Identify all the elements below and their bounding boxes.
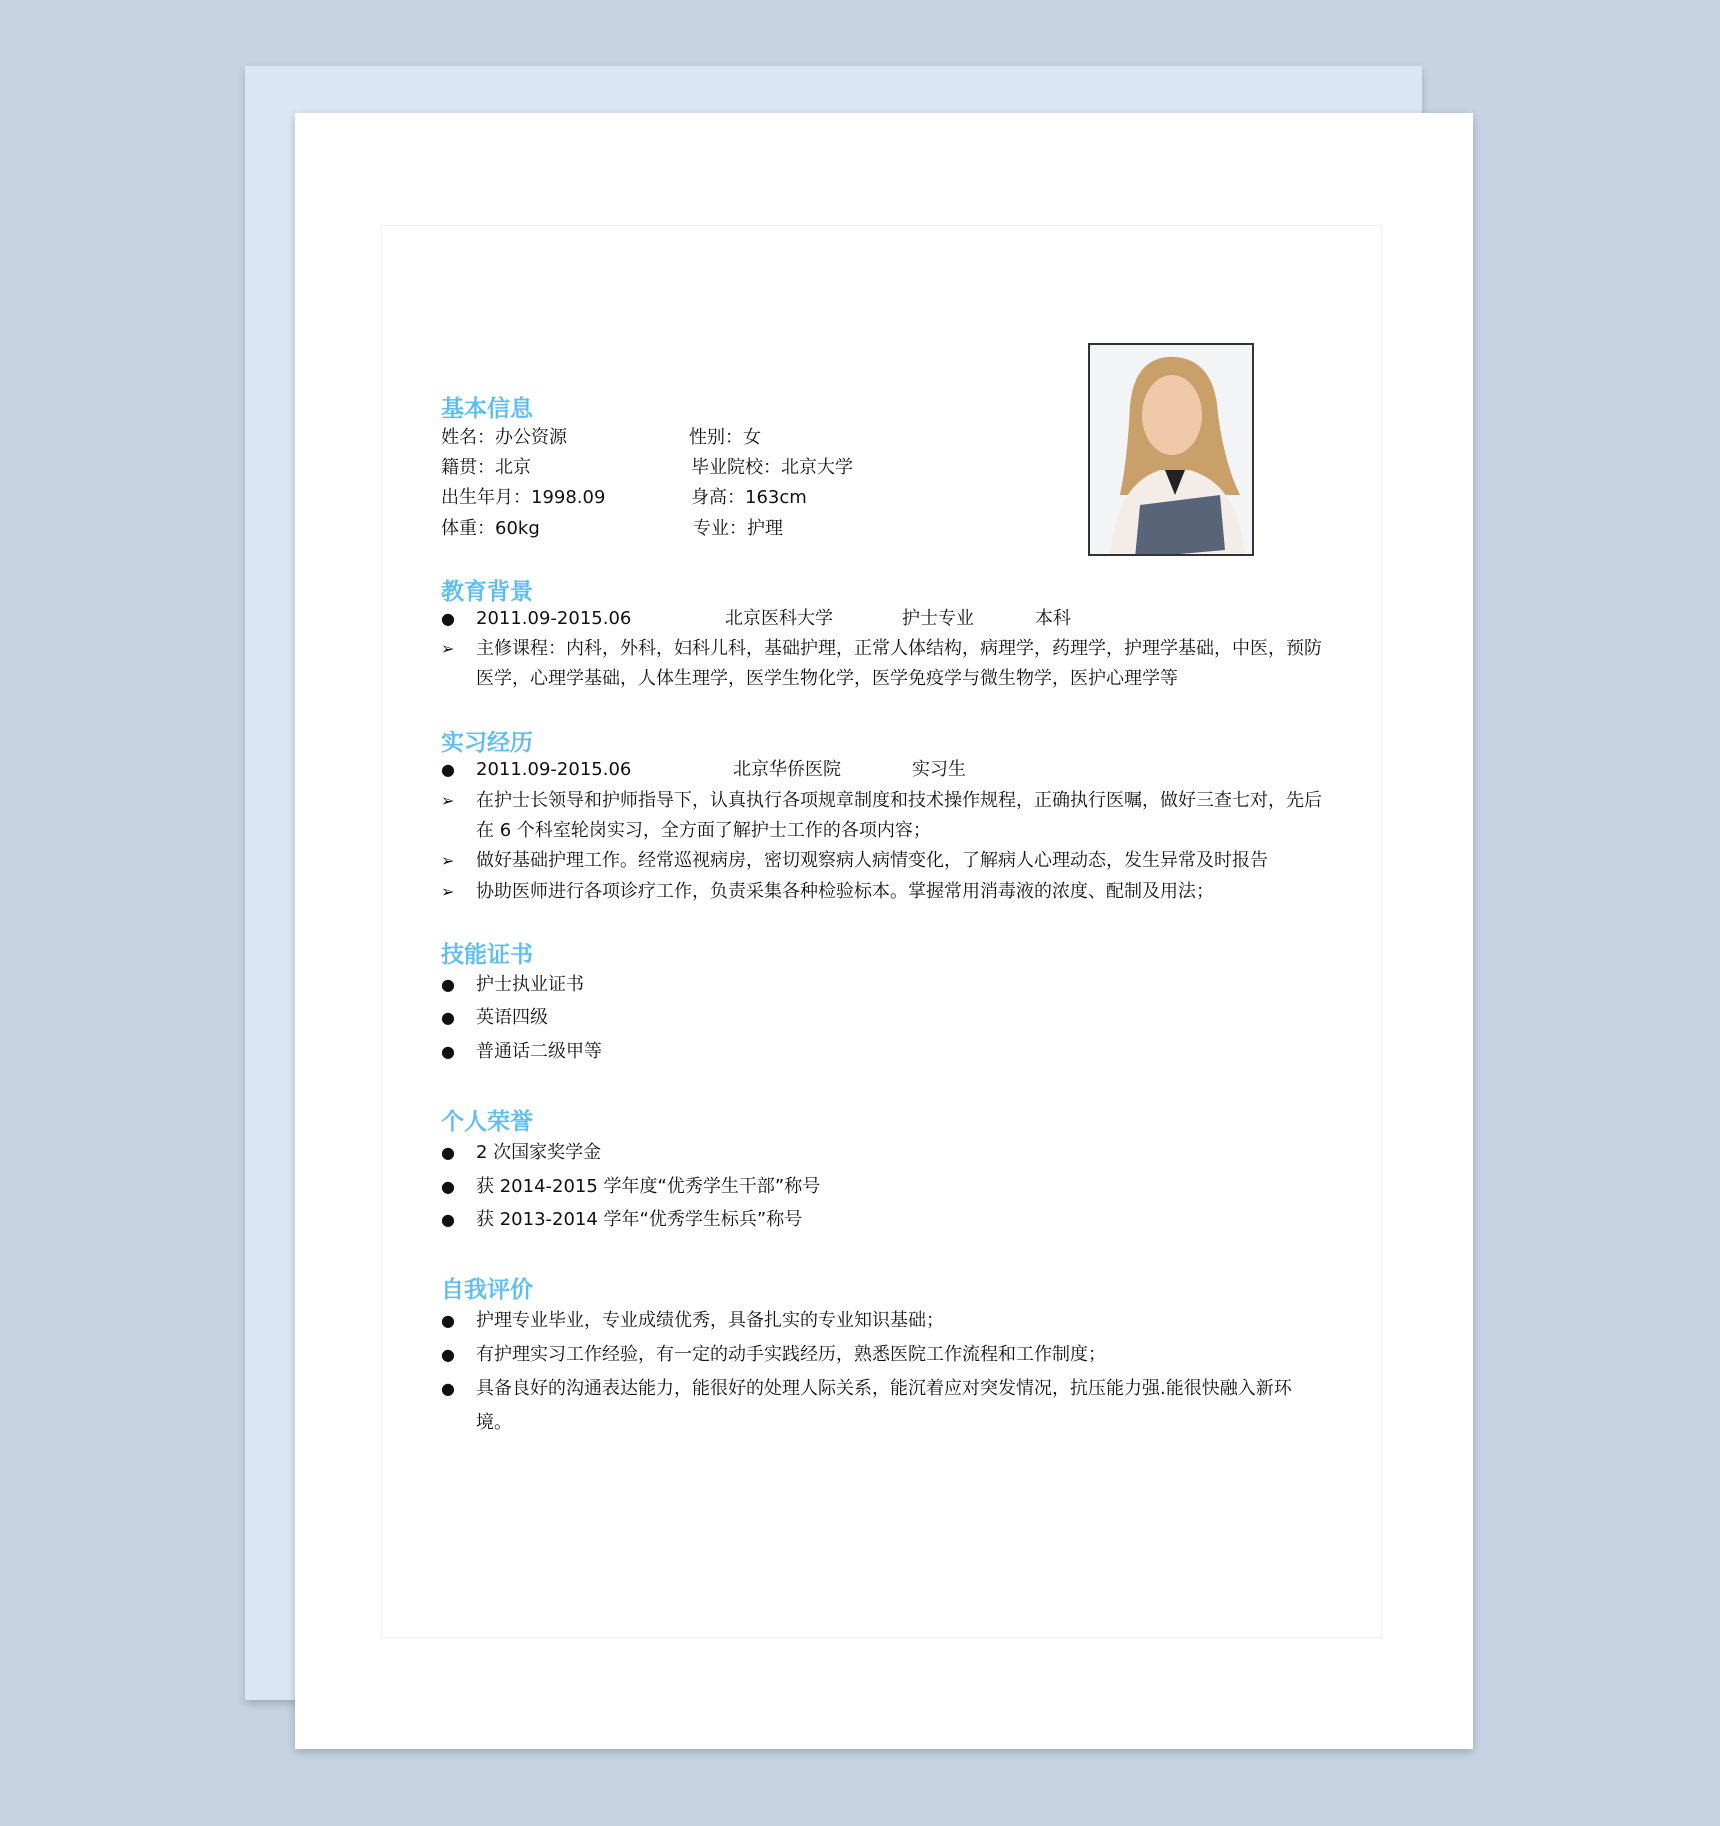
internship-detail xyxy=(441,846,1341,876)
section-title-basic: 基本信息 xyxy=(441,396,533,422)
bullet-icon: ● xyxy=(441,1008,455,1027)
field-major: 专业：护理 xyxy=(693,518,783,539)
field-hometown: 籍贯：北京 xyxy=(441,457,531,478)
bullet-icon: ● xyxy=(441,1143,455,1162)
education-date: 2011.09-2015.06 xyxy=(476,608,632,629)
field-name: 姓名：办公资源 xyxy=(441,427,567,448)
skill-text: 普通话二级甲等 xyxy=(476,1041,602,1062)
list-item xyxy=(441,1340,1341,1370)
skill-text: 英语四级 xyxy=(476,1007,548,1028)
bullet-icon: ● xyxy=(441,975,455,994)
education-major: 护士专业 xyxy=(902,608,974,629)
bullet-icon: ● xyxy=(441,1177,455,1196)
bullet-icon: ● xyxy=(441,760,455,779)
field-height: 身高：163cm xyxy=(691,487,807,508)
arrow-icon: ➢ xyxy=(441,639,455,658)
list-item xyxy=(441,1172,1341,1202)
field-gender: 性别：女 xyxy=(689,427,761,448)
section-title-honors: 个人荣誉 xyxy=(441,1109,533,1135)
internship-detail-text: 协助医师进行各项诊疗工作，负责采集各种检验标本。掌握常用消毒液的浓度、配制及用法； xyxy=(476,881,1214,902)
skill-text: 护士执业证书 xyxy=(476,974,584,995)
field-weight: 体重：60kg xyxy=(441,518,540,539)
education-degree: 本科 xyxy=(1035,608,1071,629)
self-eval-text: 有护理实习工作经验，有一定的动手实践经历，熟悉医院工作流程和工作制度； xyxy=(476,1344,1106,1365)
internship-detail xyxy=(441,786,1341,841)
field-school: 毕业院校：北京大学 xyxy=(691,457,853,478)
education-school: 北京医科大学 xyxy=(725,608,833,629)
section-title-education: 教育背景 xyxy=(441,579,533,605)
self-eval-text: 护理专业毕业，专业成绩优秀，具备扎实的专业知识基础； xyxy=(476,1310,944,1331)
list-item xyxy=(441,970,1341,1000)
arrow-icon: ➢ xyxy=(441,791,455,810)
course-list: 主修课程：内科，外科，妇科儿科，基础护理，正常人体结构，病理学，药理学，护理学基础，中医，预防医学，心理学基础，人体生理学，医学生物化学，医学免疫学与微生物学，医护心理学等 xyxy=(476,638,1322,689)
education-detail xyxy=(441,634,1341,689)
section-title-skills: 技能证书 xyxy=(441,942,533,968)
bullet-icon: ● xyxy=(441,609,455,628)
internship-row xyxy=(441,755,1341,785)
internship-detail-text: 做好基础护理工作。经常巡视病房，密切观察病人病情变化，了解病人心理动态，发生异常及时报告 xyxy=(476,850,1268,871)
bullet-icon: ● xyxy=(441,1345,455,1364)
list-item xyxy=(441,1003,1341,1033)
self-eval-text: 具备良好的沟通表达能力，能很好的处理人际关系，能沉着应对突发情况，抗压能力强.能很快融入新环境。 xyxy=(476,1378,1292,1433)
bullet-icon: ● xyxy=(441,1311,455,1330)
bullet-icon: ● xyxy=(441,1379,455,1398)
arrow-icon: ➢ xyxy=(441,882,455,901)
arrow-icon: ➢ xyxy=(441,851,455,870)
field-birth: 出生年月：1998.09 xyxy=(441,487,606,508)
profile-photo xyxy=(1088,343,1254,556)
section-title-internship: 实习经历 xyxy=(441,730,533,756)
section-title-self: 自我评价 xyxy=(441,1277,533,1303)
bullet-icon: ● xyxy=(441,1210,455,1229)
bullet-icon: ● xyxy=(441,1042,455,1061)
internship-role: 实习生 xyxy=(912,759,966,780)
list-item xyxy=(441,1037,1341,1067)
internship-detail xyxy=(441,877,1341,907)
honor-text: 获 2013-2014 学年“优秀学生标兵”称号 xyxy=(476,1209,803,1230)
internship-date: 2011.09-2015.06 xyxy=(476,759,632,780)
list-item xyxy=(441,1374,1341,1433)
internship-hospital: 北京华侨医院 xyxy=(733,759,841,780)
list-item xyxy=(441,1306,1341,1336)
list-item xyxy=(441,1205,1341,1235)
honor-text: 2 次国家奖学金 xyxy=(476,1142,602,1163)
list-item xyxy=(441,1138,1341,1168)
honor-text: 获 2014-2015 学年度“优秀学生干部”称号 xyxy=(476,1176,821,1197)
education-row xyxy=(441,604,1341,634)
internship-detail-text: 在护士长领导和护师指导下，认真执行各项规章制度和技术操作规程，正确执行医嘱，做好三查七对，先后在 6 个科室轮岗实习，全方面了解护士工作的各项内容； xyxy=(476,790,1322,841)
